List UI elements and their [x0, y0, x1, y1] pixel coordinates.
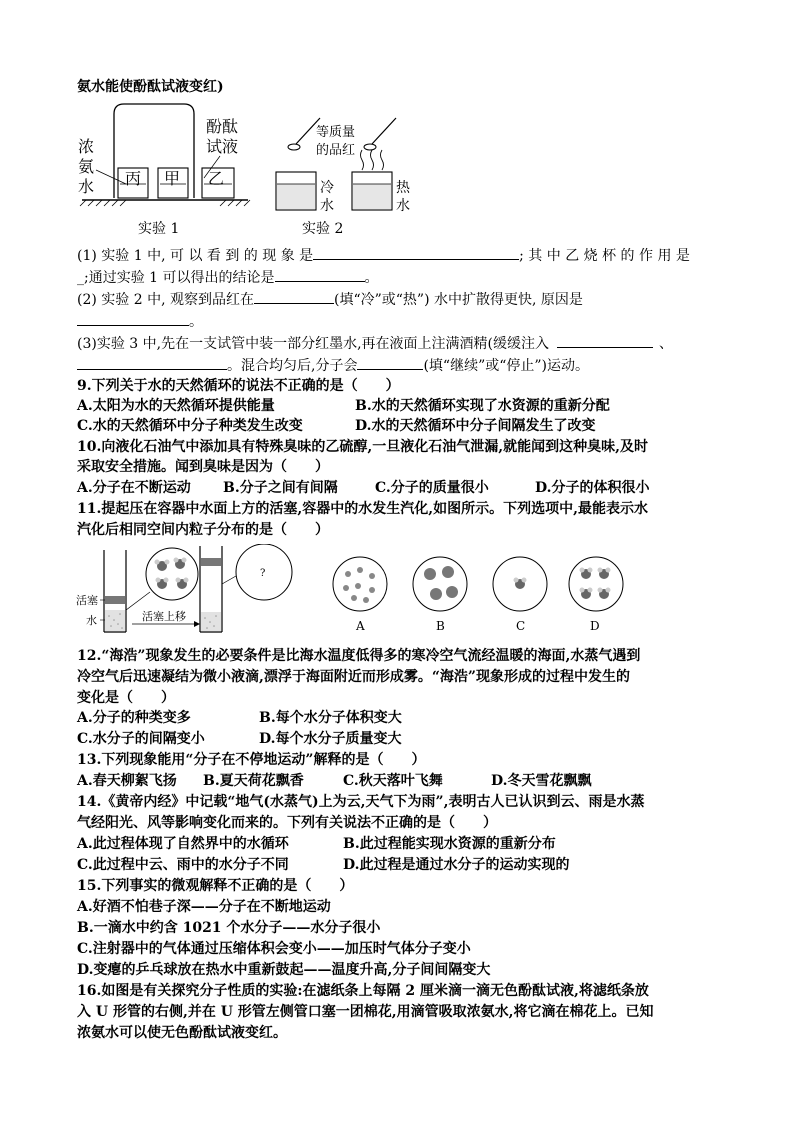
label-water: 水 — [78, 177, 95, 196]
q16-line-3: 浓氨水可以使无色酚酞试液变红。 — [77, 1025, 287, 1041]
label-conc: 浓 — [78, 137, 95, 156]
label-cold: 冷 — [320, 180, 334, 196]
q15-option-c[interactable]: C.注射器中的气体通过压缩体积会变小——加压时气体分子变小 — [77, 941, 471, 957]
label-beaker-jia: 甲 — [164, 169, 181, 188]
answer-blank-1[interactable] — [313, 245, 519, 260]
experiment-2-diagram — [276, 118, 411, 237]
q12-stem-3: 变化是（ ） — [77, 690, 175, 706]
caption-experiment-1: 实验 1 — [138, 221, 180, 237]
q13-option-a[interactable]: A.春天柳絮飞扬 — [77, 773, 177, 789]
exp-q3-line1: (3)实验 3 中,先在一支试管中装一部分红墨水,再在液面上注满酒精(缓缓注入 、 — [77, 333, 727, 354]
answer-blank-2[interactable] — [275, 267, 365, 282]
q9-option-a[interactable]: A.太阳为水的天然循环提供能量 — [77, 398, 275, 414]
label-phenolphthalein: 酚酞 — [206, 117, 239, 136]
q10-option-a[interactable]: A.分子在不断运动 — [77, 480, 191, 496]
q12-options-row1 — [77, 708, 727, 728]
label-magenta: 的品红 — [316, 143, 356, 158]
q10-stem-1: 10.向液化石油气中添加具有特殊臭味的乙硫醇,一旦液化石油气泄漏,就能闻到这种臭味,及时 — [77, 439, 648, 455]
intro-line: 氨水能使酚酞试液变红) — [77, 79, 224, 95]
q14-options-row1 — [77, 834, 727, 854]
q14-stem-1: 14.《黄帝内经》中记载“地气(水蒸气)上为云,天气下为雨”,表明古人已认识到云、雨是水蒸 — [77, 794, 645, 810]
label-option-a[interactable]: A — [356, 619, 365, 633]
q13-option-b[interactable]: B.夏天荷花飘香 — [203, 773, 304, 789]
q13-stem: 13.下列现象能用“分子在不停地运动”解释的是（ ） — [77, 752, 426, 768]
label-option-c[interactable]: C — [516, 619, 526, 633]
q15-stem: 15.下列事实的微观解释不正确的是（ ） — [77, 878, 354, 894]
q9-stem: 9.下列关于水的天然循环的说法不正确的是（ ） — [77, 378, 400, 394]
container-after — [200, 544, 292, 632]
q9-option-b[interactable]: B.水的天然循环实现了水资源的重新分配 — [355, 398, 610, 414]
answer-blank-7[interactable] — [357, 355, 423, 370]
q15-option-a[interactable]: A.好酒不怕巷子深——分子在不断地运动 — [77, 899, 331, 915]
q12-stem-2: 冷空气后迅速凝结为微小液滴,漂浮于海面附近而形成雾。“海浩”现象形成的过程中发生的 — [77, 669, 630, 685]
q14-option-d[interactable]: D.此过程是通过水分子的运动实现的 — [343, 857, 570, 873]
option-d-diagram — [569, 557, 623, 633]
label-beaker-yi: 乙 — [208, 169, 225, 188]
q10-option-d[interactable]: D.分子的体积很小 — [535, 480, 650, 496]
q14-options-row2 — [77, 855, 727, 875]
q10-options — [77, 478, 727, 498]
q11-figure — [76, 544, 636, 640]
exp-q1-line1: (1) 实验 1 中, 可 以 看 到 的 现 象 是 ; 其 中 乙 烧 杯 的 作 用 是 — [77, 245, 727, 266]
experiment-figure — [76, 98, 416, 238]
exp-q2-line1: (2) 实验 2 中, 观察到品红在 (填“冷”或“热”) 水中扩散得更快, 原因是 — [77, 289, 727, 310]
q15-option-b[interactable]: B.一滴水中约含 1021 个水分子——水分子很小 — [77, 920, 381, 936]
q12-option-b[interactable]: B.每个水分子体积变大 — [259, 710, 402, 726]
q13-option-d[interactable]: D.冬天雪花飘飘 — [491, 773, 592, 789]
label-question-mark: ? — [260, 568, 266, 579]
option-a-diagram — [333, 557, 387, 633]
q9-option-c[interactable]: C.水的天然循环中分子种类发生改变 — [77, 418, 303, 434]
label-ammonia: 氨 — [78, 157, 95, 176]
q9-option-d[interactable]: D.水的天然循环中分子间隔发生了改变 — [355, 418, 596, 434]
q10-option-b[interactable]: B.分子之间有间隔 — [223, 480, 338, 496]
q15-option-d[interactable]: D.变瘪的乒乓球放在热水中重新鼓起——温度升高,分子间间隔变大 — [77, 962, 491, 978]
q10-stem-2: 采取安全措施。闻到臭味是因为（ ） — [77, 459, 329, 475]
q11-stem-2: 汽化后相同空间内粒子分布的是（ ） — [77, 522, 329, 538]
label-hot-water: 水 — [396, 198, 410, 214]
answer-blank-4[interactable] — [77, 311, 189, 326]
label-water-q11: 水 — [86, 614, 97, 627]
q14-option-b[interactable]: B.此过程能实现水资源的重新分布 — [343, 836, 556, 852]
caption-experiment-2: 实验 2 — [302, 221, 344, 237]
label-piston: 活塞 — [76, 594, 98, 607]
label-option-d[interactable]: D — [590, 619, 600, 633]
label-beaker-bing: 丙 — [125, 169, 142, 188]
answer-blank-3[interactable] — [254, 289, 334, 304]
q9-options-row2 — [77, 416, 727, 436]
label-hot: 热 — [396, 180, 410, 196]
label-test-solution: 试液 — [206, 137, 239, 156]
q9-options-row1 — [77, 396, 727, 416]
exp-q3-line2: 。混合均匀后,分子会 (填“继续”或“停止”)运动。 — [77, 355, 727, 376]
q12-stem-1: 12.“海浩”现象发生的必要条件是比海水温度低得多的寒冷空气流经温暖的海面,水蒸气遇到 — [77, 648, 641, 664]
q12-option-c[interactable]: C.水分子的间隔变小 — [77, 731, 205, 747]
label-option-b[interactable]: B — [436, 619, 445, 633]
q12-option-d[interactable]: D.每个水分子质量变大 — [259, 731, 402, 747]
option-b-diagram — [413, 557, 467, 633]
exp-q1-line2: _;通过实验 1 可以得出的结论是 。 — [77, 267, 727, 288]
q13-options — [77, 771, 727, 791]
experiment-1-diagram — [78, 104, 250, 237]
q14-option-c[interactable]: C.此过程中云、雨中的水分子不同 — [77, 857, 289, 873]
q16-line-2: 入 U 形管的右侧,并在 U 形管左侧管口塞一团棉花,用滴管吸取浓氨水,将它滴在棉花上。已知 — [77, 1004, 654, 1020]
q13-option-c[interactable]: C.秋天落叶飞舞 — [343, 773, 443, 789]
q12-options-row2 — [77, 729, 727, 749]
label-equal-mass: 等质量 — [316, 125, 356, 140]
q11-stem-1: 11.提起压在容器中水面上方的活塞,容器中的水发生汽化,如图所示。下列选项中,最能表示水 — [77, 501, 648, 517]
answer-blank-6[interactable] — [77, 355, 227, 370]
option-c-diagram — [493, 557, 547, 633]
exp-q2-line2: 。 — [77, 311, 727, 332]
q14-option-a[interactable]: A.此过程体现了自然界中的水循环 — [77, 836, 289, 852]
label-cold-water: 水 — [320, 198, 334, 214]
q10-option-c[interactable]: C.分子的质量很小 — [375, 480, 489, 496]
q16-line-1: 16.如图是有关探究分子性质的实验:在滤纸条上每隔 2 厘米滴一滴无色酚酞试液,将滤纸条放 — [77, 983, 649, 999]
answer-blank-5[interactable] — [557, 333, 653, 348]
q12-option-a[interactable]: A.分子的种类变多 — [77, 710, 191, 726]
label-piston-move-up: 活塞上移 — [142, 610, 186, 623]
q14-stem-2: 气经阳光、风等影响变化而来的。下列有关说法不正确的是（ ） — [77, 815, 497, 831]
